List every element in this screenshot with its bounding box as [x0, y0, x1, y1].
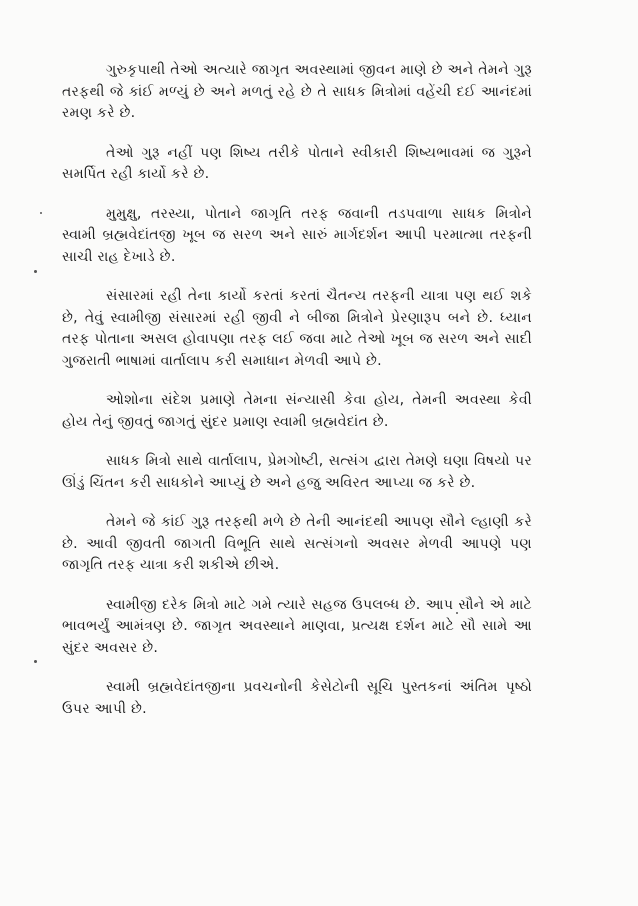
scan-speck	[456, 612, 458, 614]
scan-speck	[40, 212, 42, 214]
body-text	[62, 60, 532, 738]
paragraph: સંસારમાં રહી તેના કાર્યો કરતાં કરતાં ચૈતન્ય તરફની યાત્રા પણ થઈ શકે છે, તેવું સ્વામીજી સંસારમાં રહી જીવી ને બીજા મિત્રોને પ્રેરણારૂપ બને છે. ધ્યાન તરફ પોતાના અસલ હોવાપણા તરફ લઈ જવા માટે તેઓ ખૂબ જ સરળ અને સાદી ગુજરાતી ભાષામાં વાર્તાલાપ કરી સમાધાન મેળવી આપે છે.	[62, 288, 532, 369]
paragraph: તેઓ ગુરૂ નહીં પણ શિષ્ય તરીકે પોતાને સ્વીકારી શિષ્યભાવમાં જ ગુરૂને સમર્પિત રહી કાર્યો કરે છે.	[62, 144, 532, 182]
paragraph: ઓશોના સંદેશ પ્રમાણે તેમના સંન્યાસી કેવા હોય, તેમની અવસ્થા કેવી હોય તેનું જીવતું જાગતું સુંદર પ્રમાણ સ્વામી બ્રહ્મવેદાંત છે.	[62, 392, 532, 430]
scan-speck	[34, 660, 37, 663]
paragraph: સાધક મિત્રો સાથે વાર્તાલાપ, પ્રેમગોષ્ટી, સત્સંગ દ્વારા તેમણે ઘણા વિષયો પર ઊંડું ચિંતન કરી સાધકોને આપ્યું છે અને હજુ અવિરત આપ્યા જ કરે છે.	[62, 453, 532, 491]
paragraph: તેમને જે કાંઈ ગુરૂ તરફથી મળે છે તેની આનંદથી આપણ સૌને લ્હાણી કરે છે. આવી જીવતી જાગતી વિભૂતિ સાથે સત્સંગનો અવસર મેળવી આપણે પણ જાગૃતિ તરફ યાત્રા કરી શકીએ છીએ.	[62, 514, 532, 573]
paragraph: ગુરુકૃપાથી તેઓ અત્યારે જાગૃત અવસ્થામાં જીવન માણે છે અને તેમને ગુરૂ તરફથી જે કાંઈ મળ્યું છે અને મળતું રહે છે તે સાધક મિત્રોમાં વહેંચી દઈ આનંદમાં રમણ કરે છે.	[62, 62, 532, 121]
paragraph: સ્વામીજી દરેક મિત્રો માટે ગમે ત્યારે સહજ ઉપલબ્ધ છે. આપ સૌને એ માટે ભાવભર્યું આમંત્રણ છે. જાગૃત અવસ્થાને માણવા, પ્રત્યક્ષ દર્શન માટે સૌ સામે આ સુંદર અવસર છે.	[62, 596, 532, 656]
paragraph: મુમુક્ષુ, તરસ્યા, પોતાને જાગૃતિ તરફ જવાની તડપવાળા સાધક મિત્રોને સ્વામી બ્રહ્મવેદાંતજી ખૂબ જ સરળ અને સારું માર્ગદર્શન આપી પરમાત્મા તરફની સાચી રાહ દેખાડે છે.	[62, 205, 532, 265]
scan-speck	[34, 270, 37, 273]
paragraph: સ્વામી બ્રહ્મવેદાંતજીના પ્રવચનોની કેસેટોની સૂચિ પુસ્તકનાં અંતિમ પૃષ્ઠો ઉપર આપી છે.	[62, 679, 532, 717]
